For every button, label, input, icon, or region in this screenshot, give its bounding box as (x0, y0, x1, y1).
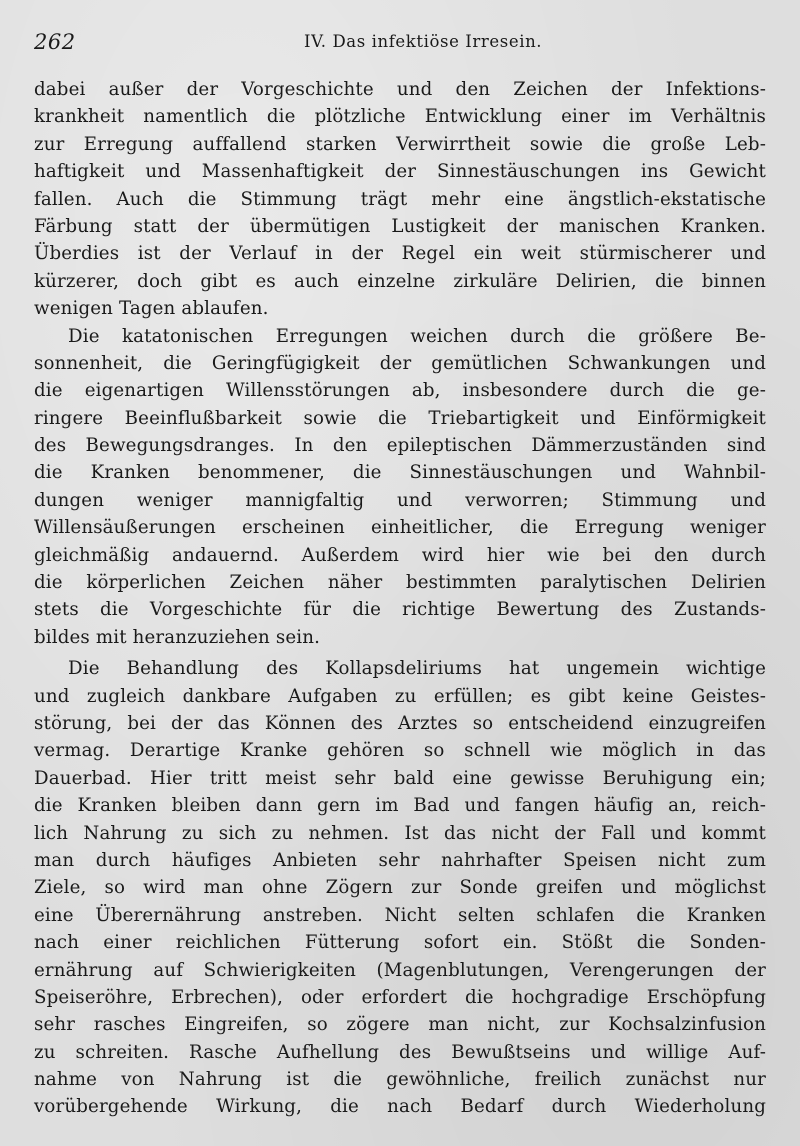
text-line: Die Behandlung des Kollapsdeliriums hat ungemein wichtige (68, 658, 766, 680)
text-line: Dauerbad. Hier tritt meist sehr bald eine gewisse Beruhigung ein; (34, 767, 766, 789)
text-line: man durch häufiges Anbieten sehr nahrhafter Speisen nicht zum (34, 849, 766, 871)
text-line: eine Überernährung anstreben. Nicht selten schlafen die Kranken (34, 904, 766, 926)
text-line: bildes mit heranzuziehen sein. (34, 626, 321, 648)
text-line: störung, bei der das Können des Arztes so entscheidend einzugreifen (34, 712, 766, 734)
text-line: lich Nahrung zu sich zu nehmen. Ist das nicht der Fall und kommt (34, 822, 766, 844)
text-line: ringere Beeinflußbarkeit sowie die Triebartigkeit und Einförmigkeit (34, 407, 766, 429)
text-line: wenigen Tagen ablaufen. (34, 298, 269, 320)
text-line: Ziele, so wird man ohne Zögern zur Sonde greifen und möglichst (34, 877, 766, 899)
text-line: nach einer reichlichen Fütterung sofort ein. Stößt die Sonden- (34, 932, 766, 954)
paragraph-3 (34, 655, 766, 1121)
body-text (34, 76, 766, 1121)
text-line: und zugleich dankbare Aufgaben zu erfüllen; es gibt keine Geistes- (34, 685, 766, 707)
text-line: die körperlichen Zeichen näher bestimmten paralytischen Delirien (34, 572, 766, 594)
text-line: die Kranken bleiben dann gern im Bad und fangen häufig an, reich- (34, 795, 766, 817)
text-line: nahme von Nahrung ist die gewöhnliche, freilich zunächst nur (34, 1069, 766, 1091)
text-line: stets die Vorgeschichte für die richtige Bewertung des Zustands- (34, 599, 766, 621)
text-line: Willensäußerungen erscheinen einheitlicher, die Erregung weniger (34, 517, 766, 539)
text-line: Speiseröhre, Erbrechen), oder erfordert die hochgradige Erschöpfung (34, 986, 766, 1008)
text-line: haftigkeit und Massenhaftigkeit der Sinnestäuschungen ins Gewicht (34, 161, 766, 183)
paragraph-2 (34, 323, 766, 652)
paragraph-1 (34, 76, 766, 323)
text-line: ernährung auf Schwierigkeiten (Magenblutungen, Verengerungen der (34, 959, 766, 981)
text-line: fallen. Auch die Stimmung trägt mehr eine ängstlich-ekstatische (34, 188, 766, 210)
text-line: kürzerer, doch gibt es auch einzelne zirkuläre Delirien, die binnen (34, 270, 766, 292)
text-line: Färbung statt der übermütigen Lustigkeit der manischen Kranken. (34, 215, 766, 237)
text-line: sehr rasches Eingreifen, so zögere man nicht, zur Kochsalzinfusion (34, 1014, 766, 1036)
chapter-title: IV. Das infektiöse Irresein. (304, 32, 543, 51)
text-line: Überdies ist der Verlauf in der Regel ein weit stürmischerer und (34, 243, 766, 265)
text-line: vorübergehende Wirkung, die nach Bedarf durch Wiederholung (34, 1096, 766, 1118)
text-line: des Bewegungsdranges. In den epileptischen Dämmerzuständen sind (34, 435, 766, 457)
text-line: dabei außer der Vorgeschichte und den Zeichen der Infektions- (34, 79, 766, 100)
running-header (34, 30, 766, 60)
text-line: gleichmäßig andauernd. Außerdem wird hier wie bei den durch (34, 544, 766, 566)
text-line: zur Erregung auffallend starken Verwirrtheit sowie die große Leb- (34, 133, 766, 155)
text-line: vermag. Derartige Kranke gehören so schnell wie möglich in das (34, 740, 766, 762)
text-line: dungen weniger mannigfaltig und verworren; Stimmung und (34, 489, 766, 511)
text-line: die Kranken benommener, die Sinnestäuschungen und Wahnbil- (34, 462, 766, 484)
text-line: Die katatonischen Erregungen weichen durch die größere Be- (68, 325, 766, 347)
text-line: zu schreiten. Rasche Aufhellung des Bewußtseins und willige Auf- (34, 1041, 766, 1063)
page-number: 262 (34, 30, 76, 54)
text-line: krankheit namentlich die plötzliche Entwicklung einer im Verhältnis (34, 106, 766, 128)
text-line: sonnenheit, die Geringfügigkeit der gemütlichen Schwankungen und (34, 352, 766, 374)
text-line: die eigenartigen Willensstörungen ab, insbesondere durch die ge- (34, 380, 766, 402)
